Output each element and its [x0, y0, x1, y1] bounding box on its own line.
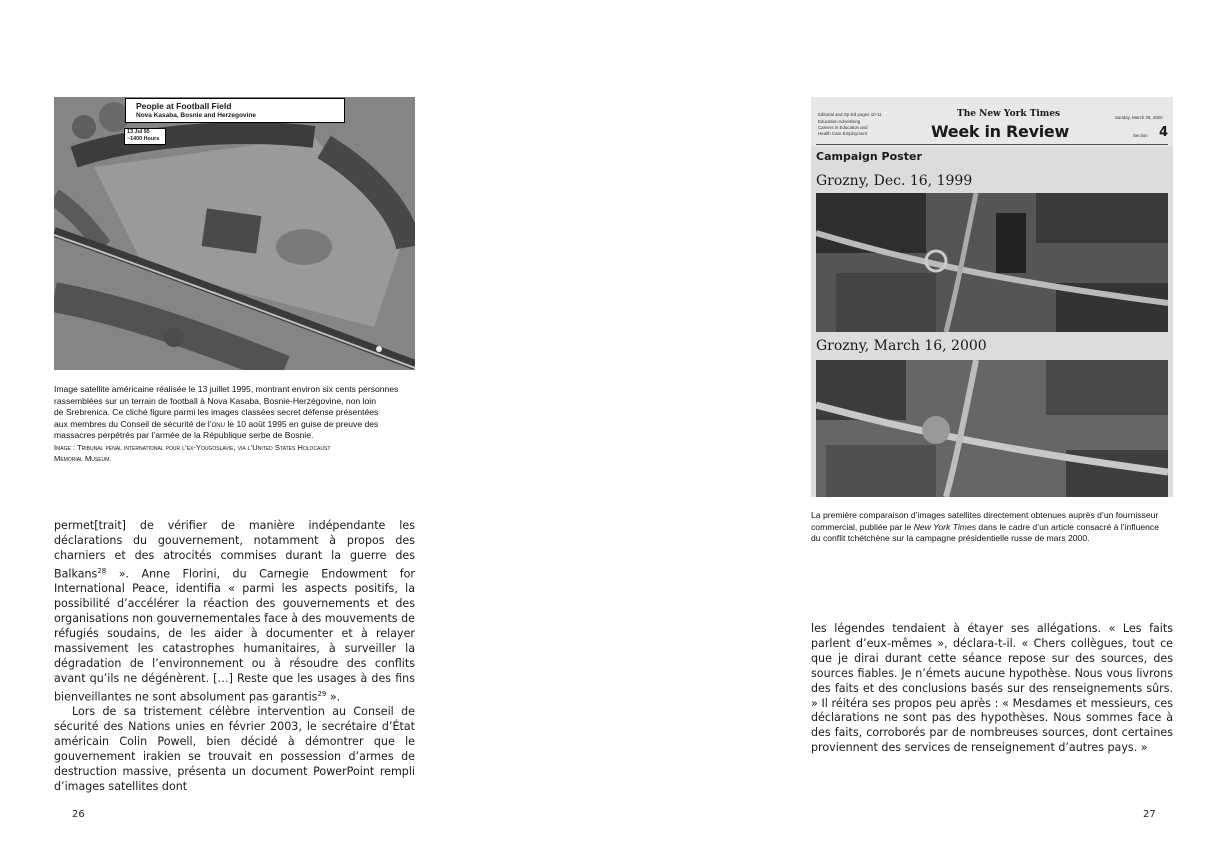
- right-body-text: [811, 622, 1173, 756]
- caption-line: de Srebrenica. Ce cliché figure parmi les images classées secret défense présentées: [54, 407, 379, 418]
- caption-text: aux membres du Conseil de sécurité de l’: [54, 418, 212, 429]
- nyt-header-note: Editorial and Op-Ed pages 10-11: [818, 112, 882, 117]
- grozny-1999-satellite-photo: [816, 193, 1168, 332]
- grozny-caption-1999: Grozny, Dec. 16, 1999: [816, 173, 973, 189]
- caption-credit: Image : Tribunal pénal international pour l’ex-Yougoslavie, via l’United States Holocaust: [54, 442, 331, 452]
- left-body-text: [54, 519, 415, 795]
- caption-line: [54, 419, 419, 431]
- image-label-title: People at Football Field: [136, 101, 232, 111]
- aerial-photo: [54, 97, 415, 370]
- caption-line: du conflit tchétchène sur la campagne présidentielle russe de mars 2000.: [811, 533, 1090, 544]
- grozny-2000-satellite-photo: [816, 360, 1168, 497]
- nyt-clipping: [811, 97, 1173, 497]
- right-figure-caption: [811, 510, 1181, 545]
- caption-text: dans le cadre d’un article consacré à l’influence: [976, 521, 1159, 532]
- nyt-header: [811, 97, 1173, 147]
- caption-text: commercial, publiée par le: [811, 521, 914, 532]
- right-page: [613, 0, 1226, 865]
- image-label-box: [125, 98, 345, 123]
- caption-acronym-onu: onu: [211, 418, 225, 429]
- nyt-header-note: Careers in Education and: [818, 125, 868, 130]
- nyt-date: Sunday, March 26, 2000: [1115, 115, 1163, 120]
- caption-line: massacres perpétrés par l’armée de la République serbe de Bosnie.: [54, 430, 314, 441]
- page-number: 26: [72, 809, 85, 820]
- nyt-rule: [816, 144, 1168, 145]
- nyt-section-title: Week in Review: [931, 122, 1069, 141]
- image-time: ~1400 Hours: [127, 136, 160, 142]
- paragraph-text: ».: [326, 690, 341, 704]
- caption-text: le 10 août 1995 en guise de preuve des: [224, 418, 379, 429]
- left-figure-caption: [54, 384, 419, 464]
- image-date: 13 Jul 95: [127, 129, 150, 135]
- nyt-section-label: Section: [1133, 133, 1148, 138]
- caption-italic-nyt: New York Times: [913, 521, 977, 532]
- caption-line: rassemblées sur un terrain de football à Nova Kasaba, Bosnie-Herzégovine, non loin: [54, 395, 376, 406]
- caption-line: La première comparaison d’images satellites directement obtenues auprès d’un fournisseur: [811, 510, 1159, 520]
- paragraph: les légendes tendaient à étayer ses allégations. « Les faits parlent d’eux-mêmes », déclara-t-il. « Chers collègues, tout ce que je dirai durant cette séance repose sur des sources, des sources fiables. Je n’émets aucune hypothèse. Nous vous livrons des faits et des conclusions basés sur des renseignements sûrs. » Il réitéra ses propos peu après : « Mesdames et messieurs, ces déclarations ne sont pas des hypothèses. Nous sommes face à des faits, corroborés par de nombreuses sources, dont certaines proviennent des services de renseignement d’autres pays. »: [811, 622, 1173, 755]
- paragraph: [54, 519, 415, 705]
- image-date-box: [124, 128, 166, 145]
- footnote-ref[interactable]: 29: [317, 689, 327, 698]
- footnote-ref[interactable]: 28: [97, 566, 107, 575]
- nyt-header-note: Education Advertising: [818, 119, 861, 124]
- nyt-subhead: Campaign Poster: [816, 150, 922, 163]
- satellite-image-football-field: [54, 97, 415, 370]
- paragraph-text: permet[trait] de vérifier de manière indépendante les déclarations du gouvernement, notamment à propos des charniers et des atrocités commises durant la guerre des Balkans: [54, 519, 415, 581]
- caption-credit: Memorial Museum.: [54, 453, 112, 463]
- nyt-masthead: The New York Times: [957, 109, 1061, 119]
- caption-line: Image satellite américaine réalisée le 13 juillet 1995, montrant environ six cents personnes: [54, 384, 399, 394]
- paragraph: Lors de sa tristement célèbre intervention au Conseil de sécurité des Nations unies en février 2003, le secrétaire d’État américain Colin Powell, bien décidé à démontrer que le gouvernement irakien se trouvait en possession d’armes de destruction massive, présenta un document PowerPoint rempli d’images satellites dont: [54, 705, 415, 793]
- page-number: 27: [1143, 809, 1156, 820]
- image-label-subtitle: Nova Kasaba, Bosnie and Herzegovine: [136, 112, 256, 119]
- grozny-caption-2000: Grozny, March 16, 2000: [816, 338, 987, 354]
- caption-line: [811, 522, 1181, 534]
- nyt-section-number: 4: [1159, 125, 1169, 140]
- nyt-header-note: Health Care Employment: [818, 131, 868, 136]
- paragraph-text: ». Anne Florini, du Carnegie Endowment for International Peace, identifia « parmi les aspects positifs, la possibilité d’accélérer la réaction des gouvernements et des organisations non gouvernementales face à des mouvements de réfugiés soudains, de les aider à documenter et à relayer massivement les catastrophes humanitaires, à surveiller la dégradation de l’environnement ou à résoudre des conflits avant qu’ils ne dégénèrent. […] Reste que les usages à des fins bienveillantes ne sont absolument pas garantis: [54, 567, 415, 704]
